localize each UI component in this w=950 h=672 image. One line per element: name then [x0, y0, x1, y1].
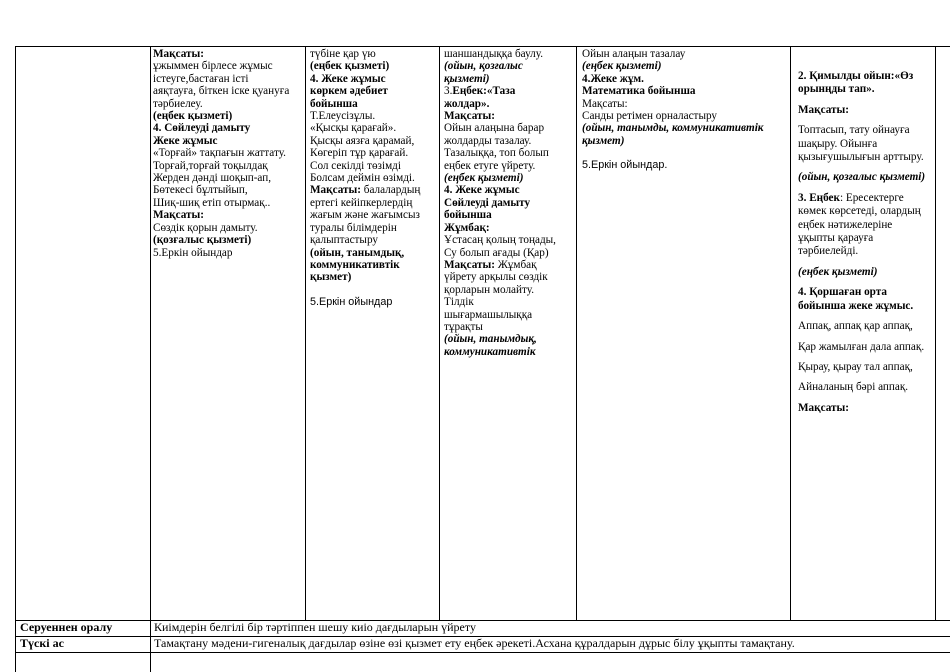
col1-line: 4. Сөйлеуді дамыту — [153, 122, 251, 135]
col3-line: 4. Жеке жұмыс — [444, 184, 520, 197]
col3-line: қызметі) — [444, 72, 490, 85]
col3-line: Ойын алаңына барар — [444, 122, 545, 135]
row-label-lunch: Түскі ас — [20, 636, 64, 650]
col1-line: Бөтекесі бұлтыйып, — [153, 184, 248, 197]
col1-line: тәрбиелеу. — [153, 97, 203, 110]
col4-line — [582, 147, 787, 159]
col1-line: Сөздік қорын дамыту. — [153, 221, 258, 234]
row-text-lunch: Тамақтану мәдени-гигеналық дағдылар өзіне өзі қызмет ету еңбек әрекеті.Асхана құралдарын дұрыс білу ұқыпты тамақтану. — [154, 636, 795, 650]
col2-line: 5.Еркін ойындар — [310, 295, 393, 308]
col3-line: қорларын молайту. — [444, 283, 534, 296]
col5-line: Мақсаты: — [798, 103, 849, 116]
col2-line: коммуникативтік — [310, 258, 400, 271]
col5-line: 3. Еңбек: Ересектерге көмек көрсетеді, олардың еңбек нәтижелеріне ұқыпты қарауға тәрбиелейді. — [798, 191, 921, 258]
cell-column-5 — [798, 70, 928, 422]
col1-line: Торғай,торғай тоқылдақ — [153, 159, 268, 172]
col-divider-2 — [305, 46, 306, 620]
col2-line: 4. Жеке жұмыс — [310, 72, 386, 85]
col3-line: еңбек етуге үйрету. — [444, 159, 536, 172]
col2-line: Болсам деймін өзімді. — [310, 172, 415, 185]
col5-line: 2. Қимылды ойын:«Өз орынңды тап». — [798, 70, 914, 96]
col2-line: қалыптастыру — [310, 234, 378, 247]
col1-line: 5.Еркін ойындар — [153, 246, 233, 259]
row-text-return-from-walk: Киімдерін белгілі бір тәртіппен шешу киіо дағдыларын үйрету — [154, 620, 476, 634]
col-divider-4 — [576, 46, 577, 620]
col3-line: (ойын, қозғалыс — [444, 60, 523, 73]
col2-line: Т.Елеусізұлы. — [310, 110, 376, 123]
col3-line: коммуникативтік — [444, 345, 536, 358]
col1-line: Жеке жұмыс — [153, 134, 218, 147]
col5-line: Аппақ, аппақ қар аппақ, — [798, 320, 913, 333]
col2-line: ертегі кейіпкерлердің — [310, 196, 413, 209]
col3-line: бойынша — [444, 209, 492, 222]
col3-line: Тілдік — [444, 296, 474, 309]
col5-line: (ойын, қозғалыс қызметі) — [798, 171, 926, 184]
col1-line: істеуге,бастаған істі — [153, 72, 249, 85]
col5-line: Қар жамылған дала аппақ. — [798, 340, 925, 353]
col3-line: Ұстасаң қолың тоңады, — [444, 234, 556, 247]
col-divider-5 — [790, 46, 791, 620]
col3-line: (еңбек қызметі) — [444, 172, 524, 185]
col3-line: Сөйлеуді дамыту — [444, 196, 531, 209]
col1-line: (қозғалыс қызметі) — [153, 234, 252, 247]
col1-line: аяқтауға, біткен іске қуануға — [153, 85, 290, 98]
col2-line: Мақсаты: балалардың — [310, 184, 421, 197]
col3-line: 3.Еңбек:«Таза — [444, 85, 516, 98]
col4-line: Мақсаты: — [582, 97, 628, 110]
col5-line: Мақсаты: — [798, 401, 849, 414]
col3-line: Мақсаты: Жұмбақ — [444, 258, 537, 271]
col3-line: үйрету арқылы сөздік — [444, 271, 548, 284]
cell-column-4 — [582, 48, 787, 172]
col-divider-6 — [935, 46, 936, 620]
col2-line: түбіне қар үю — [310, 48, 376, 60]
col1-line: Жерден дәнді шоқып-ап, — [153, 172, 272, 185]
col2-line: (ойын, танымдық, — [310, 246, 405, 259]
col4-line: Математика бойынша — [582, 85, 696, 98]
table-left-border — [15, 46, 16, 672]
col-divider-3 — [439, 46, 440, 620]
col2-line: Сол секілді төзімді — [310, 159, 401, 172]
table-top-border — [15, 46, 950, 47]
col2-line: туралы білімдерін — [310, 221, 397, 234]
col3-line: жолдар». — [444, 97, 490, 110]
col3-line: Тазалыққа, топ болып — [444, 147, 549, 160]
col5-line: Айналаның бәрі аппақ. — [798, 381, 909, 394]
col1-line: «Торғай» тақпағын жаттату. — [153, 147, 286, 160]
col2-line: Қысқы аязға қарамай, — [310, 134, 415, 147]
col3-line: Жұмбақ: — [444, 221, 490, 234]
row-label-return-from-walk: Серуеннен оралу — [20, 620, 113, 634]
col1-line: Шиқ-шиқ етіп отырмақ.. — [153, 196, 271, 209]
col4-line: 4.Жеке жұм. — [582, 72, 644, 85]
col4-line: қызмет) — [582, 134, 625, 147]
col1-line: Мақсаты: — [153, 48, 204, 60]
col-divider-1 — [150, 46, 151, 672]
col5-line: Топтасып, тату ойнауға шақыру. Ойынға қызығушылығын арттыру. — [798, 124, 924, 164]
col3-line: шаншандыққа баулу. — [444, 48, 544, 60]
col2-line: Көгеріп тұр қарағай. — [310, 147, 409, 160]
col4-line: (еңбек қызметі) — [582, 60, 662, 73]
col2-line: көркем әдебиет — [310, 85, 388, 98]
col3-line: Мақсаты: — [444, 110, 495, 123]
col1-line: (еңбек қызметі) — [153, 110, 233, 123]
row-divider-3 — [15, 652, 950, 653]
cell-column-3 — [444, 48, 574, 358]
col5-line: 4. Қоршаған орта бойынша жеке жұмыс. — [798, 286, 914, 312]
col1-line: Мақсаты: — [153, 209, 204, 222]
col4-line: (ойын, танымды, коммуникативтік — [582, 122, 764, 135]
col2-line: «Қысқы қарағай». — [310, 122, 397, 135]
col3-line: тұрақты — [444, 320, 483, 333]
col2-line — [310, 284, 438, 296]
col5-line: (еңбек қызметі) — [798, 265, 878, 278]
col4-line: Ойын алаңын тазалау — [582, 48, 686, 60]
col3-line: (ойын, танымдық, — [444, 333, 537, 346]
col3-line: Су болып ағады (Қар) — [444, 246, 549, 259]
col4-line: Санды ретімен орналастыру — [582, 110, 718, 123]
col5-line: Қырау, қырау тал аппақ, — [798, 360, 913, 373]
col3-line: шығармашылыққа — [444, 308, 533, 321]
col2-line: (еңбек қызметі) — [310, 60, 390, 73]
col2-line: жағым және жағымсыз — [310, 209, 420, 222]
col4-line: 5.Еркін ойындар. — [582, 159, 668, 172]
cell-column-2 — [310, 48, 438, 308]
col2-line: қызмет) — [310, 271, 352, 284]
col2-line: бойынша — [310, 97, 358, 110]
col1-line: ұжыммен бірлесе жұмыс — [153, 60, 273, 73]
col3-line: жолдарды тазалау. — [444, 134, 532, 147]
cell-column-1 — [153, 48, 303, 259]
